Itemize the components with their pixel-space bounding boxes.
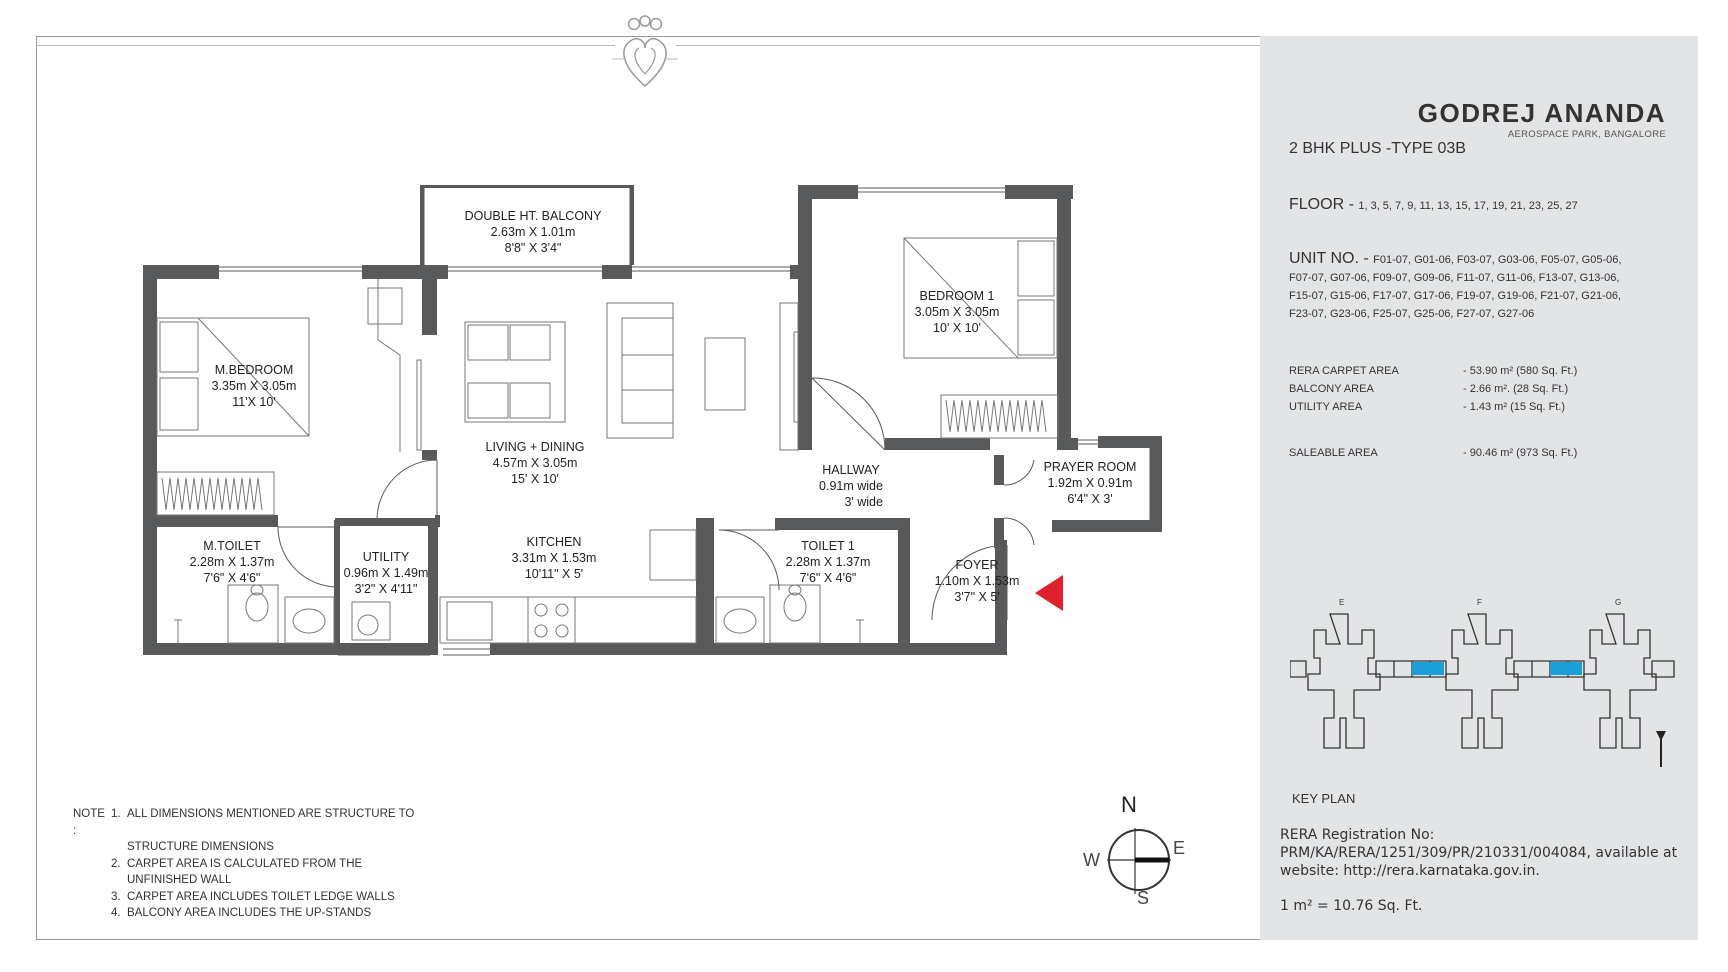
compass-west: W: [1083, 850, 1100, 870]
key-plan-label: KEY PLAN: [1292, 791, 1356, 806]
info-panel: [1260, 36, 1698, 940]
compass-north: N: [1121, 792, 1137, 817]
highlighted-unit-g: [1550, 662, 1582, 675]
room-label-mtoilet: M.TOILET 2.28m X 1.37m 7'6" X 4'6": [189, 539, 275, 585]
unit-conversion: 1 m² = 10.76 Sq. Ft.: [1280, 898, 1423, 914]
room-label-prayer: PRAYER ROOM 1.92m X 0.91m 6'4" X 3': [1043, 460, 1137, 506]
key-plan-block-f: F: [1477, 598, 1482, 607]
room-label-master-bedroom: M.BEDROOM 3.35m X 3.05m 11'X 10': [211, 363, 297, 409]
unit-type: 2 BHK PLUS -TYPE 03B: [1289, 140, 1466, 157]
brand-name: GODREJ ANANDA: [1417, 98, 1666, 128]
key-plan-block-g: G: [1615, 598, 1622, 607]
entry-arrow-icon: [1035, 575, 1063, 611]
key-plan-north-icon: [1656, 731, 1666, 767]
compass-east: E: [1173, 838, 1186, 858]
room-label-kitchen: KITCHEN 3.31m X 1.53m 10'11" X 5': [511, 535, 597, 581]
key-plan-block-e: E: [1339, 598, 1345, 607]
room-label-toilet1: TOILET 1 2.28m X 1.37m 7'6" X 4'6": [785, 539, 871, 585]
room-label-bedroom1: BEDROOM 1 3.05m X 3.05m 10' X 10': [914, 289, 1000, 335]
notes: NOTE : 1. ALL DIMENSIONS MENTIONED ARE STRUCTURE TO STRUCTURE DIMENSIONS 2. CARPET AREA IS CALCULATED FROM THE UNFINISHED WALL 3. CARPET AREA INCLUDES TOILET LEDGE WALLS 4. BALCONY AREA INCLUDES THE UP-STANDS: [73, 808, 415, 919]
room-label-utility: UTILITY 0.96m X 1.49m 3'2" X 4'11": [343, 550, 429, 596]
room-label-balcony: DOUBLE HT. BALCONY 2.63m X 1.01m 8'8" X 3'4": [464, 209, 602, 255]
compass-rose-icon: [1099, 820, 1179, 900]
brand-location: AEROSPACE PARK, BANGALORE: [1507, 129, 1666, 140]
unit-list: UNIT NO. - F01-07, G01-06, F03-07, G03-06, F05-07, G05-06, F07-07, G07-06, F09-07, G09-06, F11-07, G11-06, F13-07, G13-06, F15-07, G15-06, F17-07, G17-06, F19-07, G19-06, F21-07, G21-06, F23-07, G23-06, F25-07, G25-06, F27-07, G27-06: [1289, 250, 1622, 320]
area-table: RERA CARPET AREA - 53.90 m² (580 Sq. Ft.) BALCONY AREA - 2.66 m². (28 Sq. Ft.) UTILITY AREA - 1.43 m² (15 Sq. Ft.) SALEABLE AREA - 90.46 m² (973 Sq. Ft.): [1289, 365, 1578, 459]
room-label-foyer: FOYER 1.10m X 1.53m 3'7" X 5': [934, 558, 1020, 604]
room-label-hallway: HALLWAY 0.91m wide 3' wide: [819, 463, 883, 509]
rera-registration: RERA Registration No: PRM/KA/RERA/1251/309/PR/210331/004084, available at website: http://rera.karnataka.gov.in.: [1280, 827, 1678, 879]
key-plan-diagram: [1290, 589, 1680, 769]
room-label-living: LIVING + DINING 4.57m X 3.05m 15' X 10': [485, 440, 585, 486]
compass: [1085, 792, 1185, 912]
compass-south: S: [1137, 888, 1150, 908]
floor-list: FLOOR - 1, 3, 5, 7, 9, 11, 13, 15, 17, 19, 21, 23, 25, 27: [1289, 196, 1578, 213]
highlighted-unit-f: [1412, 662, 1444, 675]
